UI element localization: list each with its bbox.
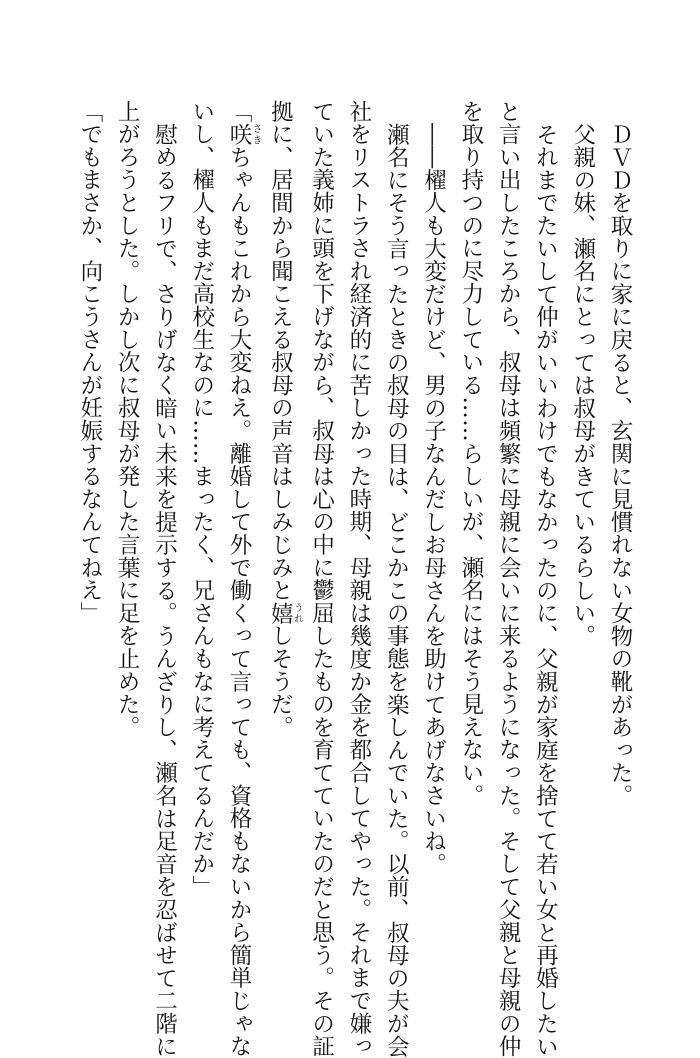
text-line-5: を取り持つのに尽力している……らしいが、瀬名にはそう見えない。 <box>457 100 484 807</box>
text-line-9: ていた義姉に頭を下げながら、叔母は心の中に鬱屈したものを育てていたのだと思う。その証 <box>308 100 335 1058</box>
text-line-8: 社をリストラされ経済的に苦しかった時期、母親は幾度か金を都合してやった。それまで嫌っ <box>345 100 372 1058</box>
text-line-1: ＤＶＤを取りに家に戻ると、玄関に見慣れない女物の靴があった。 <box>607 122 633 807</box>
text-line-7: 瀬名にそう言ったときの叔母の目は、どこかこの事態を楽しんでいた。以前、叔母の夫が会 <box>383 122 410 1058</box>
text-line-2: 父親の妹、瀬名にとっては叔母がきているらしい。 <box>569 122 596 647</box>
ruby-annotation: 咲さき <box>226 122 262 146</box>
text-line-12: いし、櫂人もまだ高校生なのに……まったく、兄さんもなに考えてるんだか」 <box>188 100 215 898</box>
ruby-annotation: 嬉うれ <box>267 601 303 625</box>
vertical-text-body <box>71 100 638 1058</box>
text-line-13: 慰めるフリで、さりげなく暗い未来を提示する。うんざりし、瀬名は足音を忍ばせて二階に <box>151 122 178 1058</box>
text-line-4: と言い出したころから、叔母は頻繁に母親に会いに来るようになった。そして父親と母親の仲 <box>495 100 522 1058</box>
text-line-15: 「でもまさか、向こうさんが妊娠するなんてねえ」 <box>76 100 103 625</box>
text-line-11: 「咲さきちゃんもこれから大変ねえ。離婚して外で働くって言っても、資格もないから簡単じゃな <box>226 100 262 1058</box>
text-line-6: ――櫂人も大変だけど、男の子なんだしお母さんを助けてあげなさいね。 <box>420 122 447 875</box>
text-line-10: 拠に、居間から聞こえる叔母の声音はしみじみと嬉うれしそうだ。 <box>267 100 303 739</box>
text-line-14: 上がろうとした。しかし次に叔母が発した言葉に足を止めた。 <box>114 100 141 739</box>
text-line-3: それまでたいして仲がいいわけでもなかったのに、父親が家庭を捨てて若い女と再婚したい <box>532 122 559 1058</box>
